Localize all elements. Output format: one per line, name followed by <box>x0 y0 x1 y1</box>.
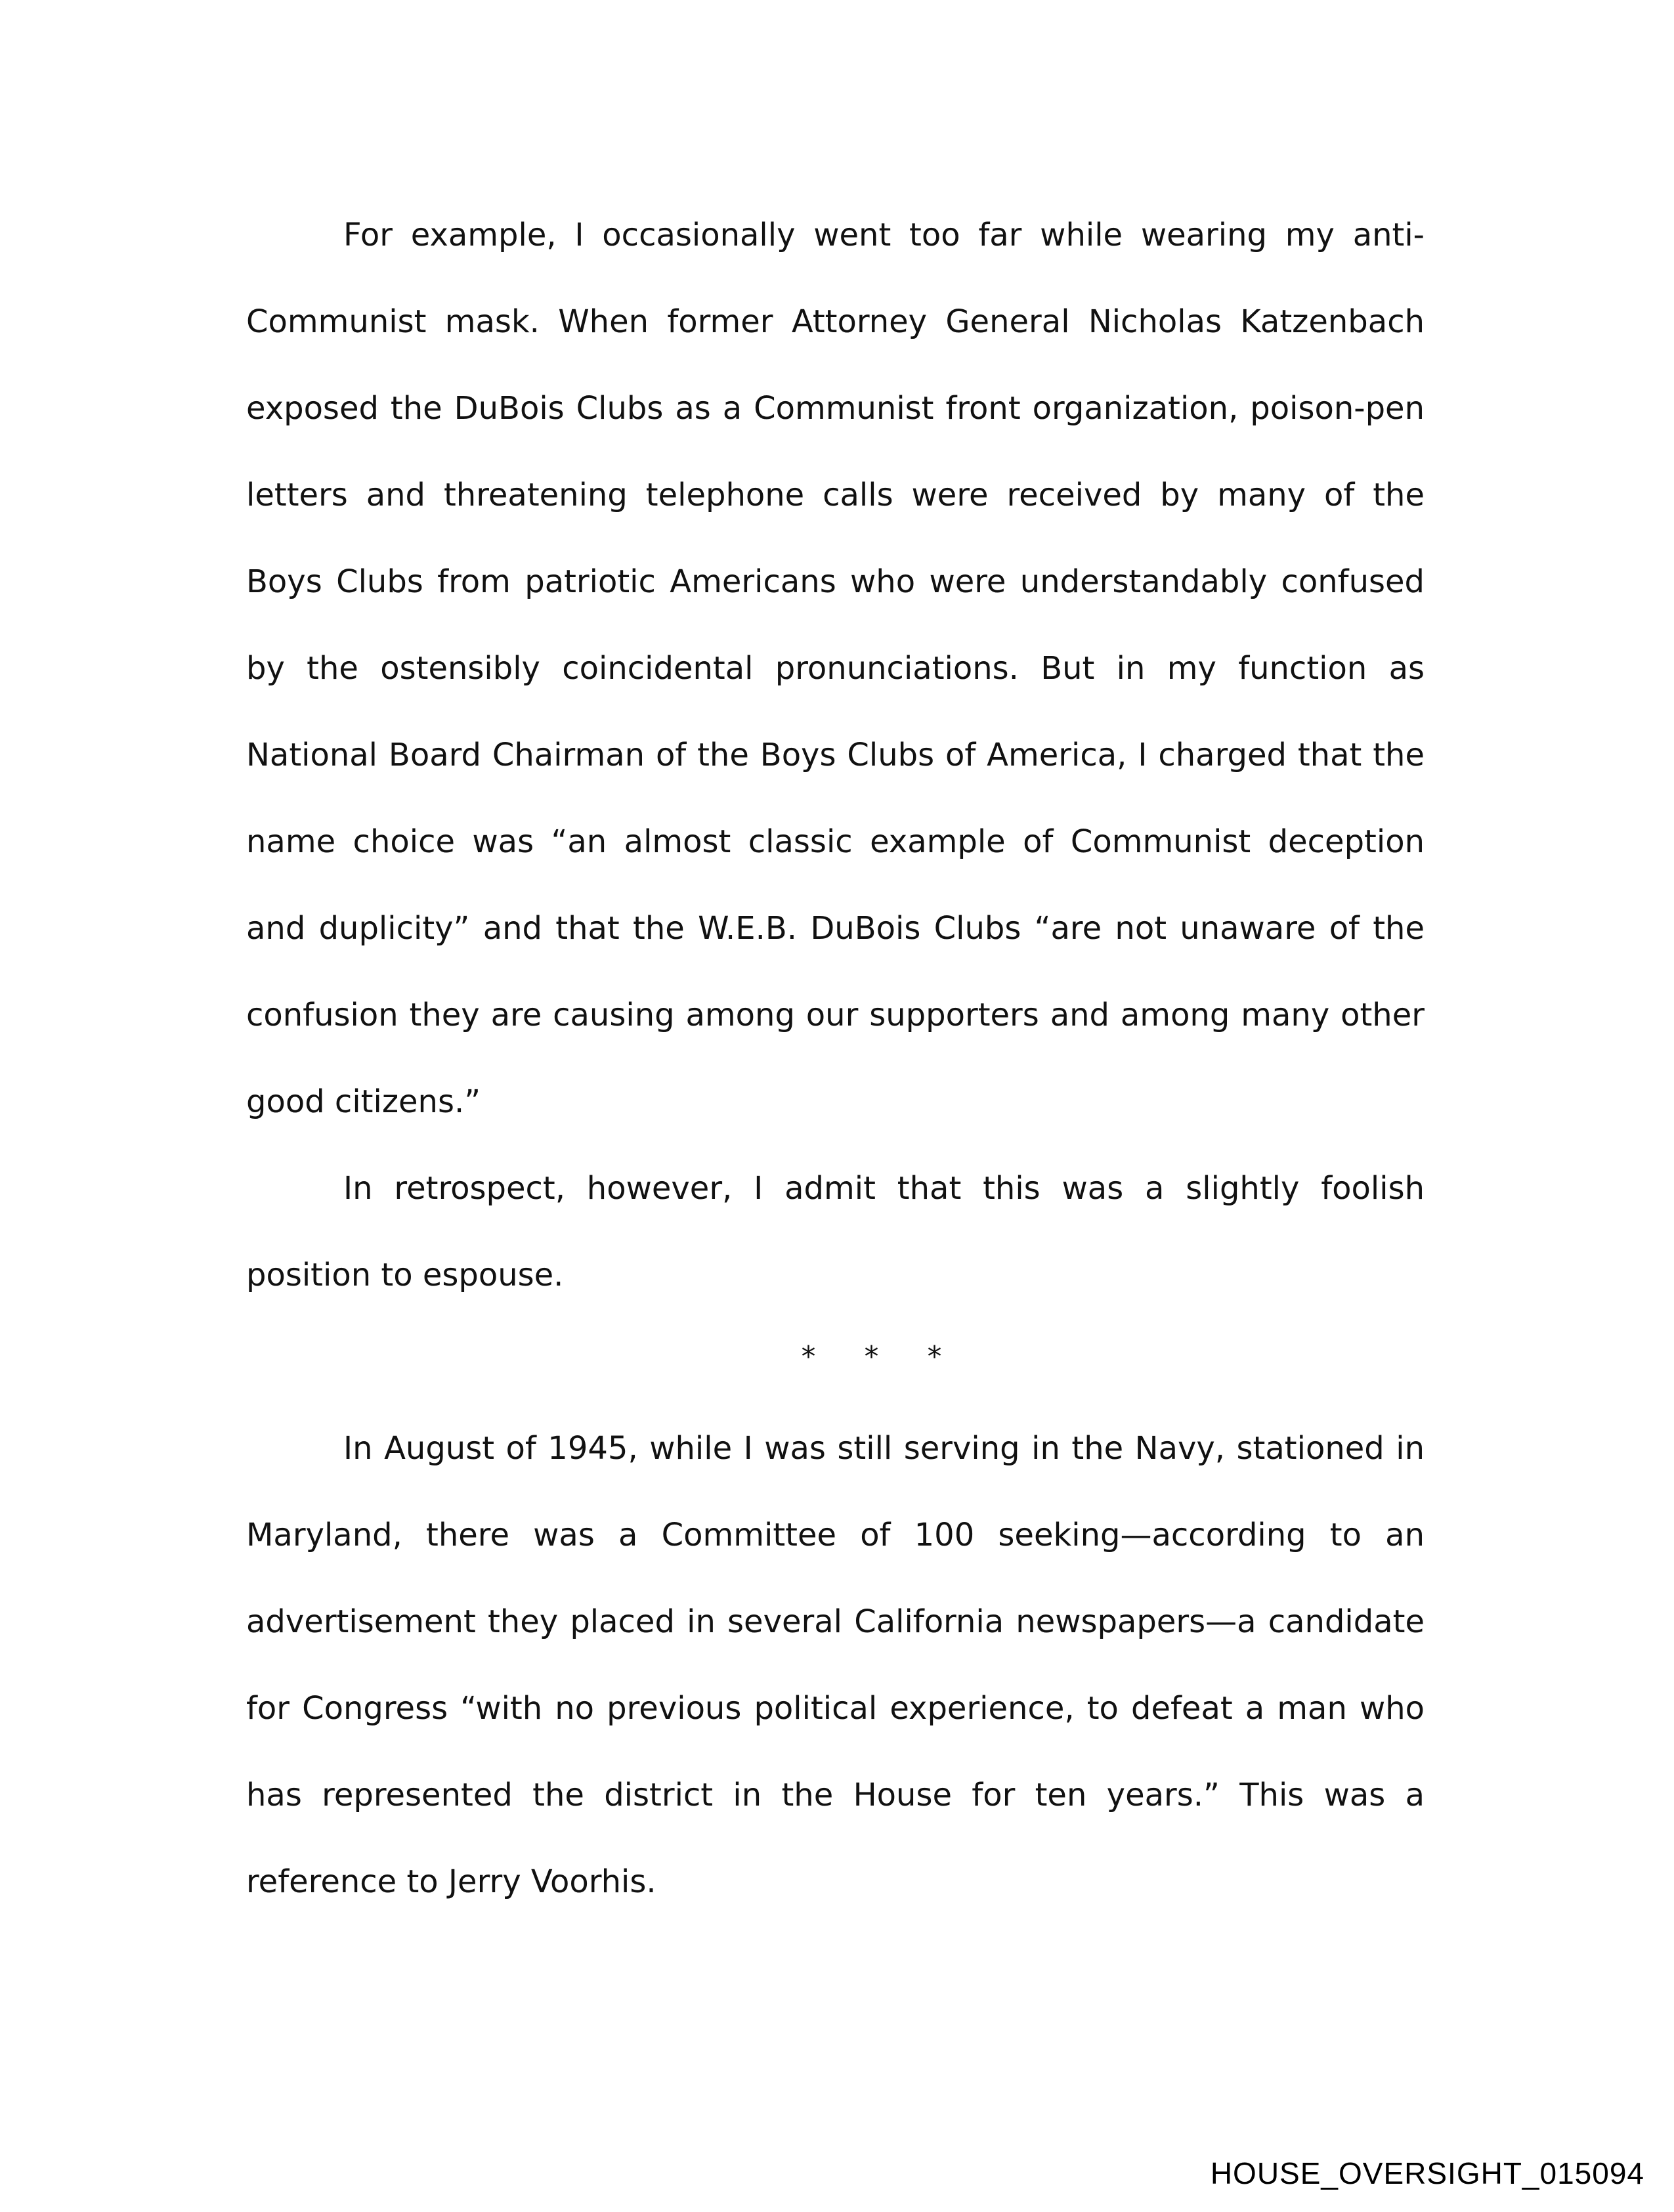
paragraph-retrospect: In retrospect, however, I admit that this was a slightly foolish position to espouse. <box>246 1170 1425 1293</box>
section-break: * * * <box>801 1340 962 1374</box>
bates-number: HOUSE_OVERSIGHT_015094 <box>1210 2156 1644 2190</box>
paragraph-katzenbach: For example, I occasionally went too far while wearing my anti-Communist mask. When former Attorney General Nicholas Katzenbach exposed the DuBois Clubs as a Communist front organization, poison-pen letters and threatening telephone calls were received by many of the Boys Clubs from patriotic Americans who were understandably confused by the ostensibly coincidental pronunciations. But in my function as National Board Chairman of the Boys Clubs of America, I charged that the name choice was “an almost classic example of Communist deception and duplicity” and that the W.E.B. DuBois Clubs “are not unaware of the confusion they are causing among our supporters and among many other good citizens.” <box>246 217 1425 1120</box>
body-text <box>246 192 1425 1925</box>
paragraph-committee-of-100: In August of 1945, while I was still serving in the Navy, stationed in Maryland, there was a Committee of 100 seeking—according to an advertisement they placed in several California newspapers—a candidate for Congress “with no previous political experience, to defeat a man who has represented the district in the House for ten years.” This was a reference to Jerry Voorhis. <box>246 1430 1425 1900</box>
